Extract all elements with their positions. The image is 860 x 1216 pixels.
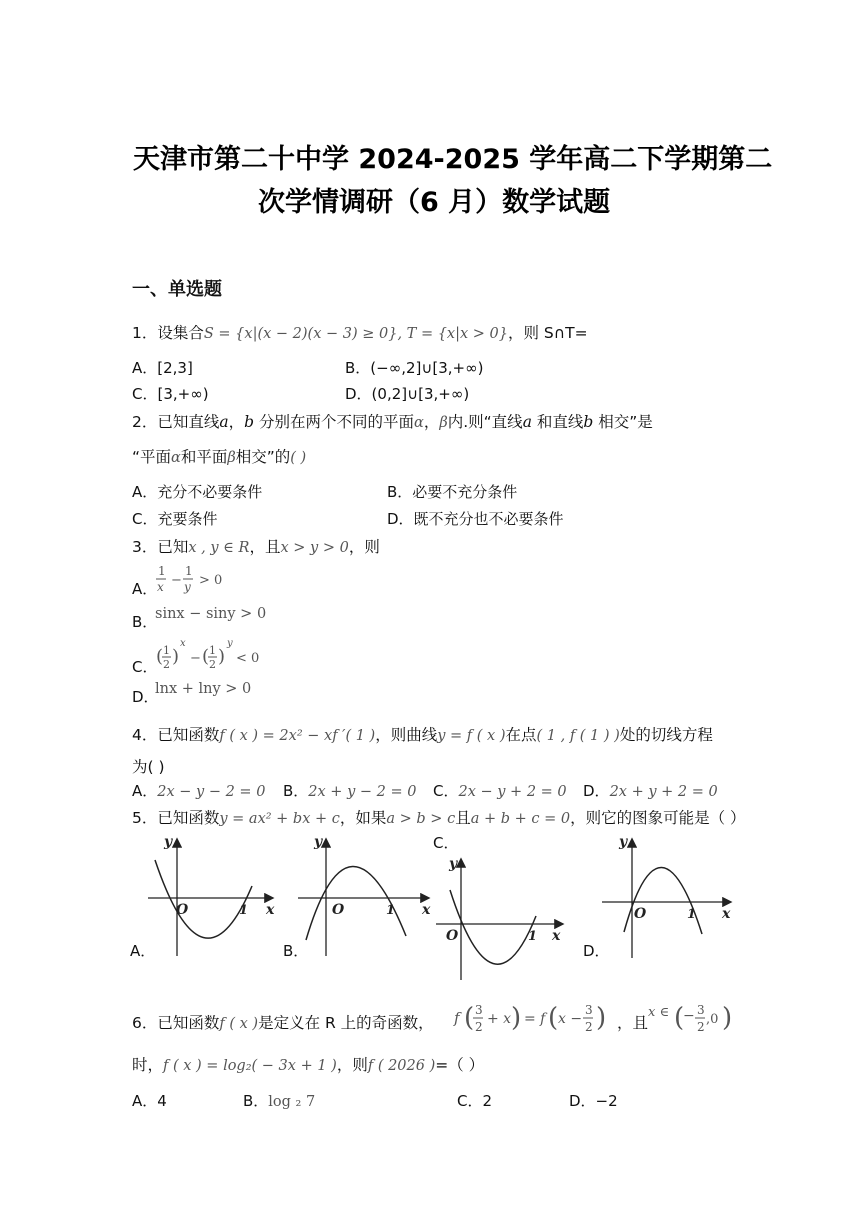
q5-c-one-label: 1: [528, 929, 538, 944]
q3-c-minus: −: [190, 651, 201, 666]
svg-text:+ x: + x: [487, 1011, 512, 1027]
q3-a-minus: −: [171, 573, 182, 588]
svg-text:(: (: [464, 1003, 475, 1033]
q3-c-tail: < 0: [236, 651, 260, 666]
q6-option-c[interactable]: C．2: [457, 1092, 493, 1110]
q5-b-one-label: 1: [386, 903, 396, 918]
svg-text:(: (: [548, 1003, 559, 1033]
q3-c-den2: 2: [209, 658, 216, 671]
svg-text:2: 2: [697, 1020, 705, 1034]
svg-text:3: 3: [585, 1003, 593, 1017]
question-3-stem: 3．已知x , y ∈ R，且x > y > 0，则: [132, 538, 380, 556]
svg-text:x ∈: x ∈: [648, 1005, 670, 1020]
doc-title-line1: 天津市第二十中学 2024-2025 学年高二下学期第二: [133, 144, 773, 175]
q5-d-y-label: y: [619, 834, 628, 850]
q3-a-tail: > 0: [199, 573, 223, 588]
q3-c-den1: 2: [163, 658, 170, 671]
svg-text:): ): [596, 1003, 607, 1033]
q5-c-x-label: x: [552, 928, 561, 944]
q3-option-b-label[interactable]: B．: [132, 613, 158, 631]
q4-option-c[interactable]: C．2x − y + 2 = 0: [433, 782, 567, 800]
q5-c-y-label: y: [449, 856, 458, 872]
q6-and-text: ，且: [617, 1014, 649, 1032]
q2-option-b[interactable]: B．必要不充分条件: [387, 483, 518, 501]
question-5-stem: 5．已知函数y = ax² + bx + c，如果a > b > c且a + b + c = 0，则它的图象可能是（ ）: [132, 809, 746, 827]
question-4-stem-line1: 4．已知函数f ( x ) = 2x² − xf ′( 1 )，则曲线y = f ( x )在点( 1 , f ( 1 ) )处的切线方程: [132, 726, 713, 744]
question-2-stem-line2: “平面α和平面β相交”的( ): [132, 448, 307, 466]
q5-a-origin-label: O: [176, 902, 189, 918]
q2-option-d[interactable]: D．既不充分也不必要条件: [387, 510, 564, 528]
question-6-stem-line1: 6．已知函数f ( x )是定义在 R 上的奇函数，: [132, 1014, 434, 1032]
q1-option-c[interactable]: C．[3,+∞): [132, 385, 209, 403]
svg-text:−: −: [683, 1008, 695, 1024]
q3-option-d-formula: lnx + lny > 0: [155, 681, 252, 697]
svg-text:): ): [722, 1003, 733, 1033]
q3-a-den1: x: [157, 580, 164, 594]
q6-option-d[interactable]: D．−2: [569, 1092, 618, 1110]
q5-graph-b: [298, 832, 438, 962]
q6-option-b[interactable]: B．log ₂ 7: [243, 1092, 316, 1110]
q5-graph-d: [602, 832, 737, 962]
q5-b-origin-label: O: [332, 902, 345, 918]
q5-a-x-label: x: [266, 902, 275, 918]
q3-option-b-formula: sinx − siny > 0: [155, 606, 267, 622]
question-4-stem-line2: 为( ): [132, 758, 165, 776]
q3-c-num1: 1: [163, 644, 170, 657]
q3-option-c-label[interactable]: C．: [132, 658, 158, 676]
q5-d-one-label: 1: [687, 907, 697, 922]
svg-text:2: 2: [475, 1020, 483, 1034]
q5-option-b-label[interactable]: B．: [283, 942, 309, 960]
q5-b-x-label: x: [422, 902, 431, 918]
q5-d-origin-label: O: [634, 906, 647, 922]
svg-text:): ): [218, 646, 226, 667]
svg-text:): ): [172, 646, 180, 667]
q1-option-d[interactable]: D．(0,2]∪[3,+∞): [345, 385, 470, 403]
q3-option-d-label[interactable]: D．: [132, 688, 159, 706]
svg-text:,0: ,0: [706, 1012, 719, 1027]
q3-a-den2: y: [184, 580, 191, 594]
q4-option-a[interactable]: A．2x − y − 2 = 0: [132, 782, 266, 800]
svg-text:(: (: [156, 646, 164, 667]
q5-graph-a: [148, 832, 283, 962]
q6-interval-formula: [648, 998, 733, 1040]
doc-title-line2: 次学情调研（6 月）数学试题: [258, 187, 611, 218]
q4-option-d[interactable]: D．2x + y + 2 = 0: [583, 782, 718, 800]
q6-option-a[interactable]: A．4: [132, 1092, 167, 1110]
q3-a-num1: 1: [158, 564, 166, 578]
q3-option-a-formula: [154, 562, 234, 598]
q5-option-d-label[interactable]: D．: [583, 942, 610, 960]
q5-c-origin-label: O: [446, 928, 459, 944]
svg-text:3: 3: [475, 1003, 483, 1017]
q5-d-x-label: x: [722, 906, 731, 922]
q1-set-formula: S = {x|(x − 2)(x − 3) ≥ 0}, T = {x|x > 0}: [203, 326, 508, 342]
question-1-stem: 1．设集合S = {x|(x − 2)(x − 3) ≥ 0}, T = {x|x > 0}，则 S∩T=: [132, 324, 588, 342]
q5-option-c-label[interactable]: C．: [433, 834, 459, 852]
svg-text:= f: = f: [524, 1011, 546, 1027]
svg-text:): ): [511, 1003, 522, 1033]
question-6-stem-line2: 时，f ( x ) = log₂( − 3x + 1 )，则f ( 2026 )=（ ）: [132, 1056, 485, 1074]
q1-option-b[interactable]: B．(−∞,2]∪[3,+∞): [345, 359, 484, 377]
section-heading: 一、单选题: [132, 279, 222, 300]
q3-option-c-formula: [154, 636, 274, 676]
question-2-stem-line1: 2．已知直线a，b 分别在两个不同的平面α，β内.则“直线a 和直线b 相交”是: [132, 413, 653, 431]
q3-a-num2: 1: [185, 564, 193, 578]
q4-option-b[interactable]: B．2x + y − 2 = 0: [283, 782, 417, 800]
svg-text:2: 2: [585, 1020, 593, 1034]
svg-text:(: (: [202, 646, 210, 667]
svg-text:3: 3: [697, 1003, 705, 1017]
q5-a-one-label: 1: [239, 903, 249, 918]
q2-option-c[interactable]: C．充要条件: [132, 510, 218, 528]
svg-text:(: (: [674, 1003, 685, 1033]
q3-option-a-label[interactable]: A．: [132, 580, 158, 598]
q5-a-y-label: y: [164, 834, 173, 850]
q5-option-a-label[interactable]: A．: [130, 942, 156, 960]
q5-graph-c: [432, 852, 572, 984]
q3-c-exp1: x: [180, 638, 186, 649]
q3-c-exp2: y: [227, 638, 233, 649]
svg-text:x −: x −: [558, 1011, 583, 1027]
svg-text:f: f: [454, 1009, 460, 1027]
q3-c-num2: 1: [209, 644, 216, 657]
q6-periodic-formula: [452, 998, 622, 1040]
q2-option-a[interactable]: A．充分不必要条件: [132, 483, 263, 501]
q5-b-y-label: y: [314, 834, 323, 850]
q1-option-a[interactable]: A．[2,3]: [132, 359, 193, 377]
